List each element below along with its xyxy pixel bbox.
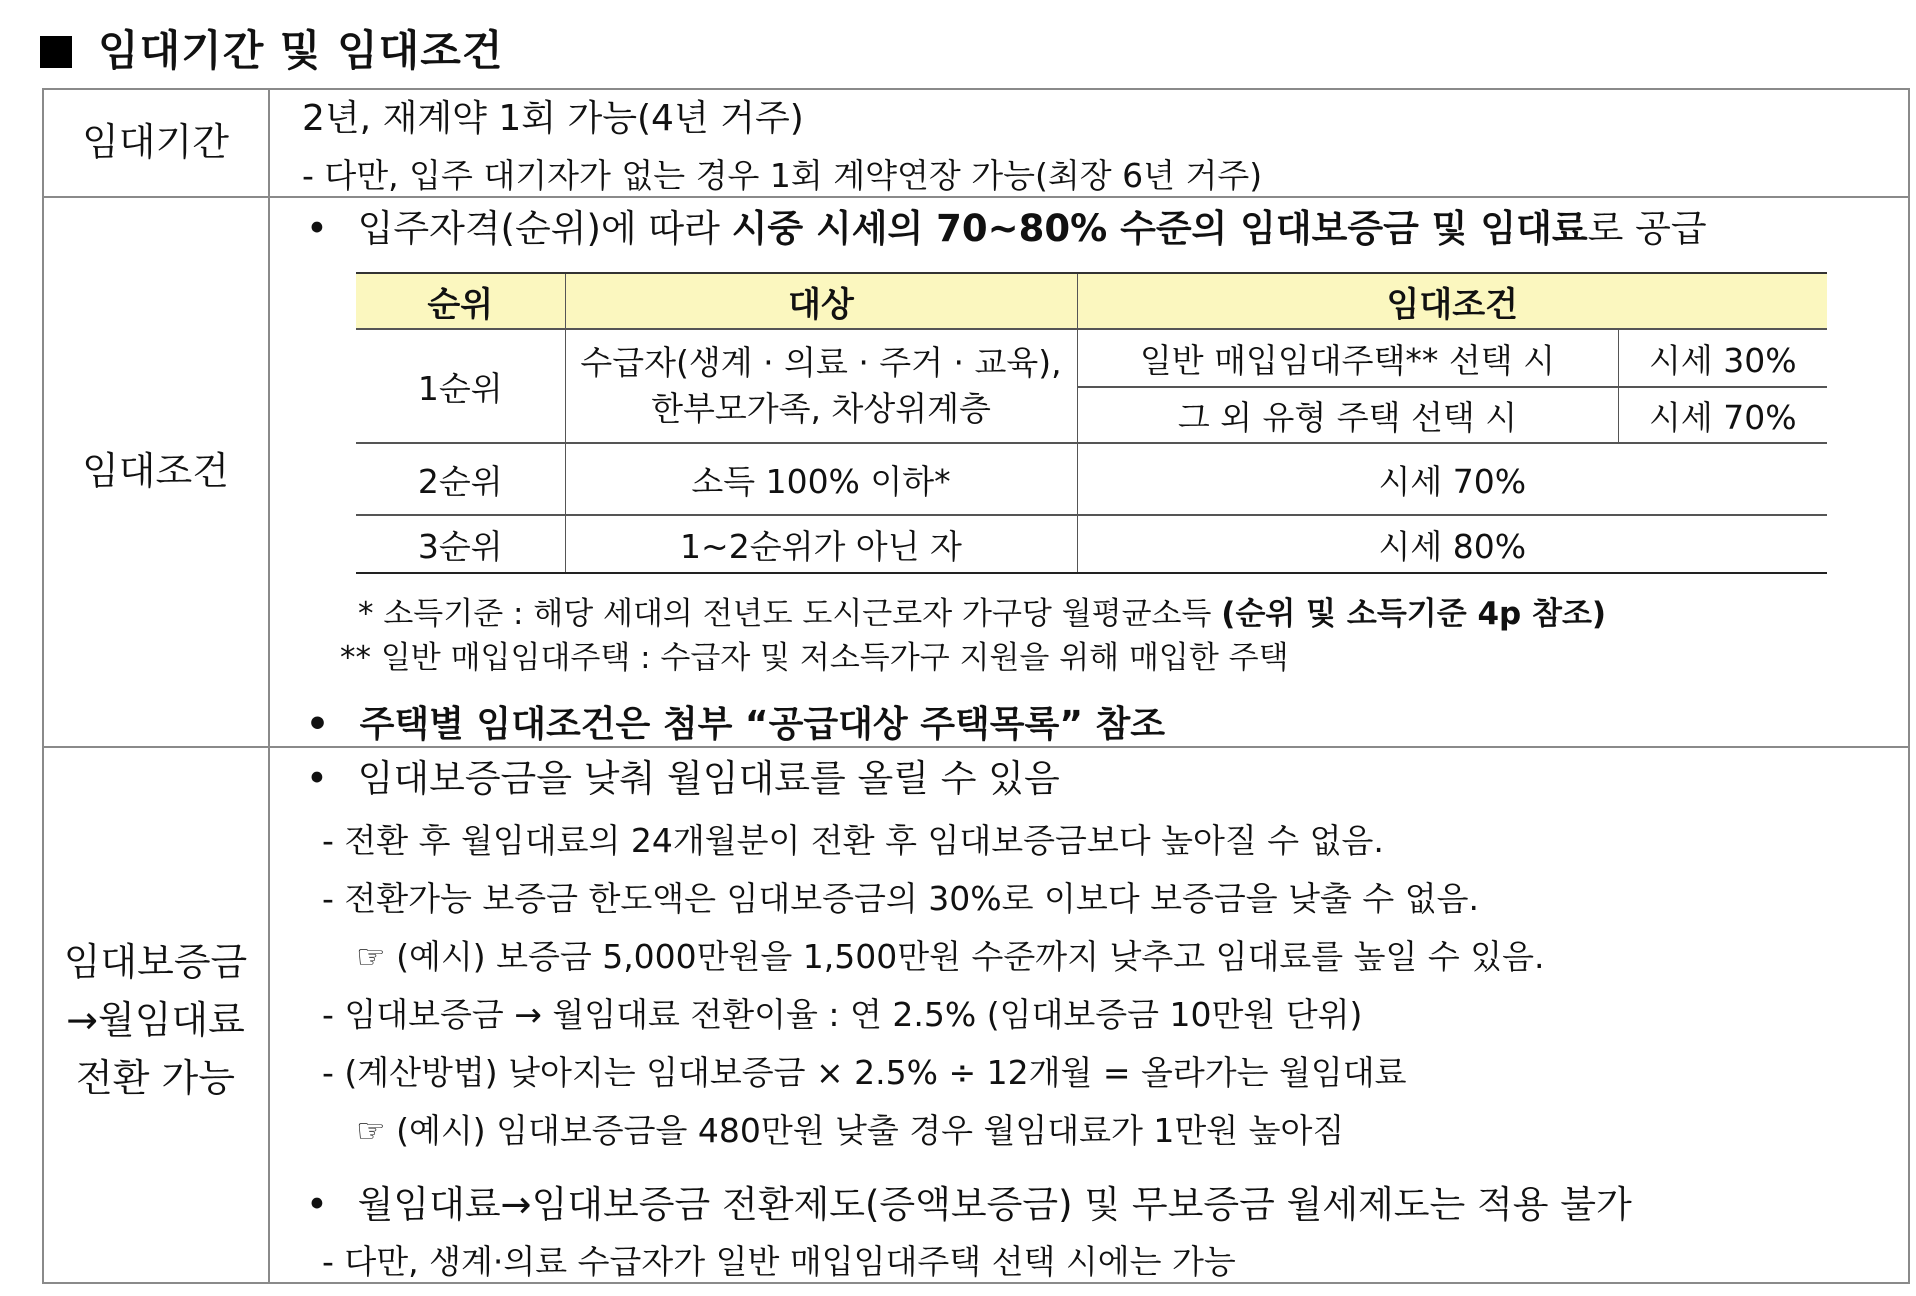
attachment-note <box>306 696 1165 747</box>
conversion-detail4: - (계산방법) 낮아지는 임대보증금 × 2.5% ÷ 12개월 = 올라가는 월임대료 <box>322 1053 1407 1092</box>
conversion-example2: ☞ (예시) 임대보증금을 480만원 낮출 경우 월임대료가 1만원 높아짐 <box>356 1111 1345 1150</box>
conditions-intro-suffix: 로 공급 <box>1587 207 1707 250</box>
conversion-bullet1 <box>306 748 1060 802</box>
conversion-example1: ☞ (예시) 보증금 5,000만원을 1,500만원 수준까지 낮추고 임대료를 높일 수 있음. <box>356 937 1545 976</box>
period-line1: 2년, 재계약 1회 가능(4년 거주) <box>302 98 804 139</box>
header-target: 대상 <box>565 273 1077 329</box>
rank1-target-cell <box>565 329 1077 443</box>
rank2-cell: 2순위 <box>356 443 565 515</box>
period-label: 임대기간 <box>82 120 229 164</box>
page-title-text: 임대기간 및 임대조건 <box>98 26 504 75</box>
conversion-detail5: - 다만, 생계·의료 수급자가 일반 매입임대주택 선택 시에는 가능 <box>322 1242 1236 1281</box>
conversion-label-line3: 전환 가능 <box>76 1056 235 1100</box>
rank3-target-cell: 1~2순위가 아닌 자 <box>565 515 1077 573</box>
rank1-sub2-rate: 시세 70% <box>1618 387 1827 443</box>
income-footnote <box>358 588 1606 633</box>
conversion-detail2: - 전환가능 보증금 한도액은 임대보증금의 30%로 이보다 보증금을 낮출 수 없음. <box>322 879 1479 918</box>
square-bullet-icon <box>40 36 72 68</box>
conversion-label-line1: 임대보증금 <box>63 940 248 984</box>
housing-footnote: ** 일반 매입임대주택 : 수급자 및 저소득가구 지원을 위해 매입한 주택 <box>340 640 1289 676</box>
period-line2: - 다만, 입주 대기자가 없는 경우 1회 계약연장 가능(최장 6년 거주) <box>302 156 1263 195</box>
frame-right <box>1908 88 1910 1284</box>
rank1-target-line2: 한부모가족, 차상위계층 <box>651 389 991 428</box>
rent-condition-table <box>356 272 1827 574</box>
conditions-intro <box>306 198 1707 252</box>
conversion-detail1: - 전환 후 월임대료의 24개월분이 전환 후 임대보증금보다 높아질 수 없음. <box>322 821 1384 860</box>
rank1-sub2-condition: 그 외 유형 주택 선택 시 <box>1077 387 1618 443</box>
income-footnote-bold: (순위 및 소득기준 4p 참조) <box>1221 596 1607 632</box>
header-rank: 순위 <box>356 273 565 329</box>
rank2-rate-cell: 시세 70% <box>1077 443 1827 515</box>
conditions-intro-bold: 시중 시세의 70~80% 수준의 임대보증금 및 임대료 <box>731 207 1588 250</box>
rank1-sub1-condition: 일반 매입임대주택** 선택 시 <box>1077 329 1618 387</box>
rank1-sub1-rate: 시세 30% <box>1618 329 1827 387</box>
table-row <box>356 443 1827 515</box>
rank1-target-line1: 수급자(생계 · 의료 · 주거 · 교육), <box>580 343 1062 382</box>
table-row <box>356 515 1827 573</box>
conversion-detail3: - 임대보증금 → 월임대료 전환이율 : 연 2.5% (임대보증금 10만원 단위) <box>322 995 1363 1034</box>
header-condition: 임대조건 <box>1077 273 1827 329</box>
conversion-label-line2: →월임대료 <box>66 998 245 1042</box>
rank2-target-cell: 소득 100% 이하* <box>565 443 1077 515</box>
page-title <box>40 18 503 78</box>
conversion-bullet2 <box>306 1174 1632 1228</box>
conversion-bullet2-text: 월임대료→임대보증금 전환제도(증액보증금) 및 무보증금 월세제도는 적용 불가 <box>357 1183 1632 1226</box>
conditions-label: 임대조건 <box>82 449 229 493</box>
attachment-note-text: 주택별 임대조건은 첨부 “공급대상 주택목록” 참조 <box>359 704 1166 745</box>
rank3-cell: 3순위 <box>356 515 565 573</box>
income-footnote-text: * 소득기준 : 해당 세대의 전년도 도시근로자 가구당 월평균소득 <box>358 596 1222 632</box>
frame-divider <box>268 88 270 1284</box>
conversion-bullet1-text: 임대보증금을 낮춰 월임대료를 올릴 수 있음 <box>357 757 1060 800</box>
table-row <box>356 329 1827 387</box>
conditions-intro-prefix: 입주자격(순위)에 따라 <box>357 207 732 250</box>
table-header-row <box>356 273 1827 329</box>
rank1-cell: 1순위 <box>356 329 565 443</box>
rank3-rate-cell: 시세 80% <box>1077 515 1827 573</box>
